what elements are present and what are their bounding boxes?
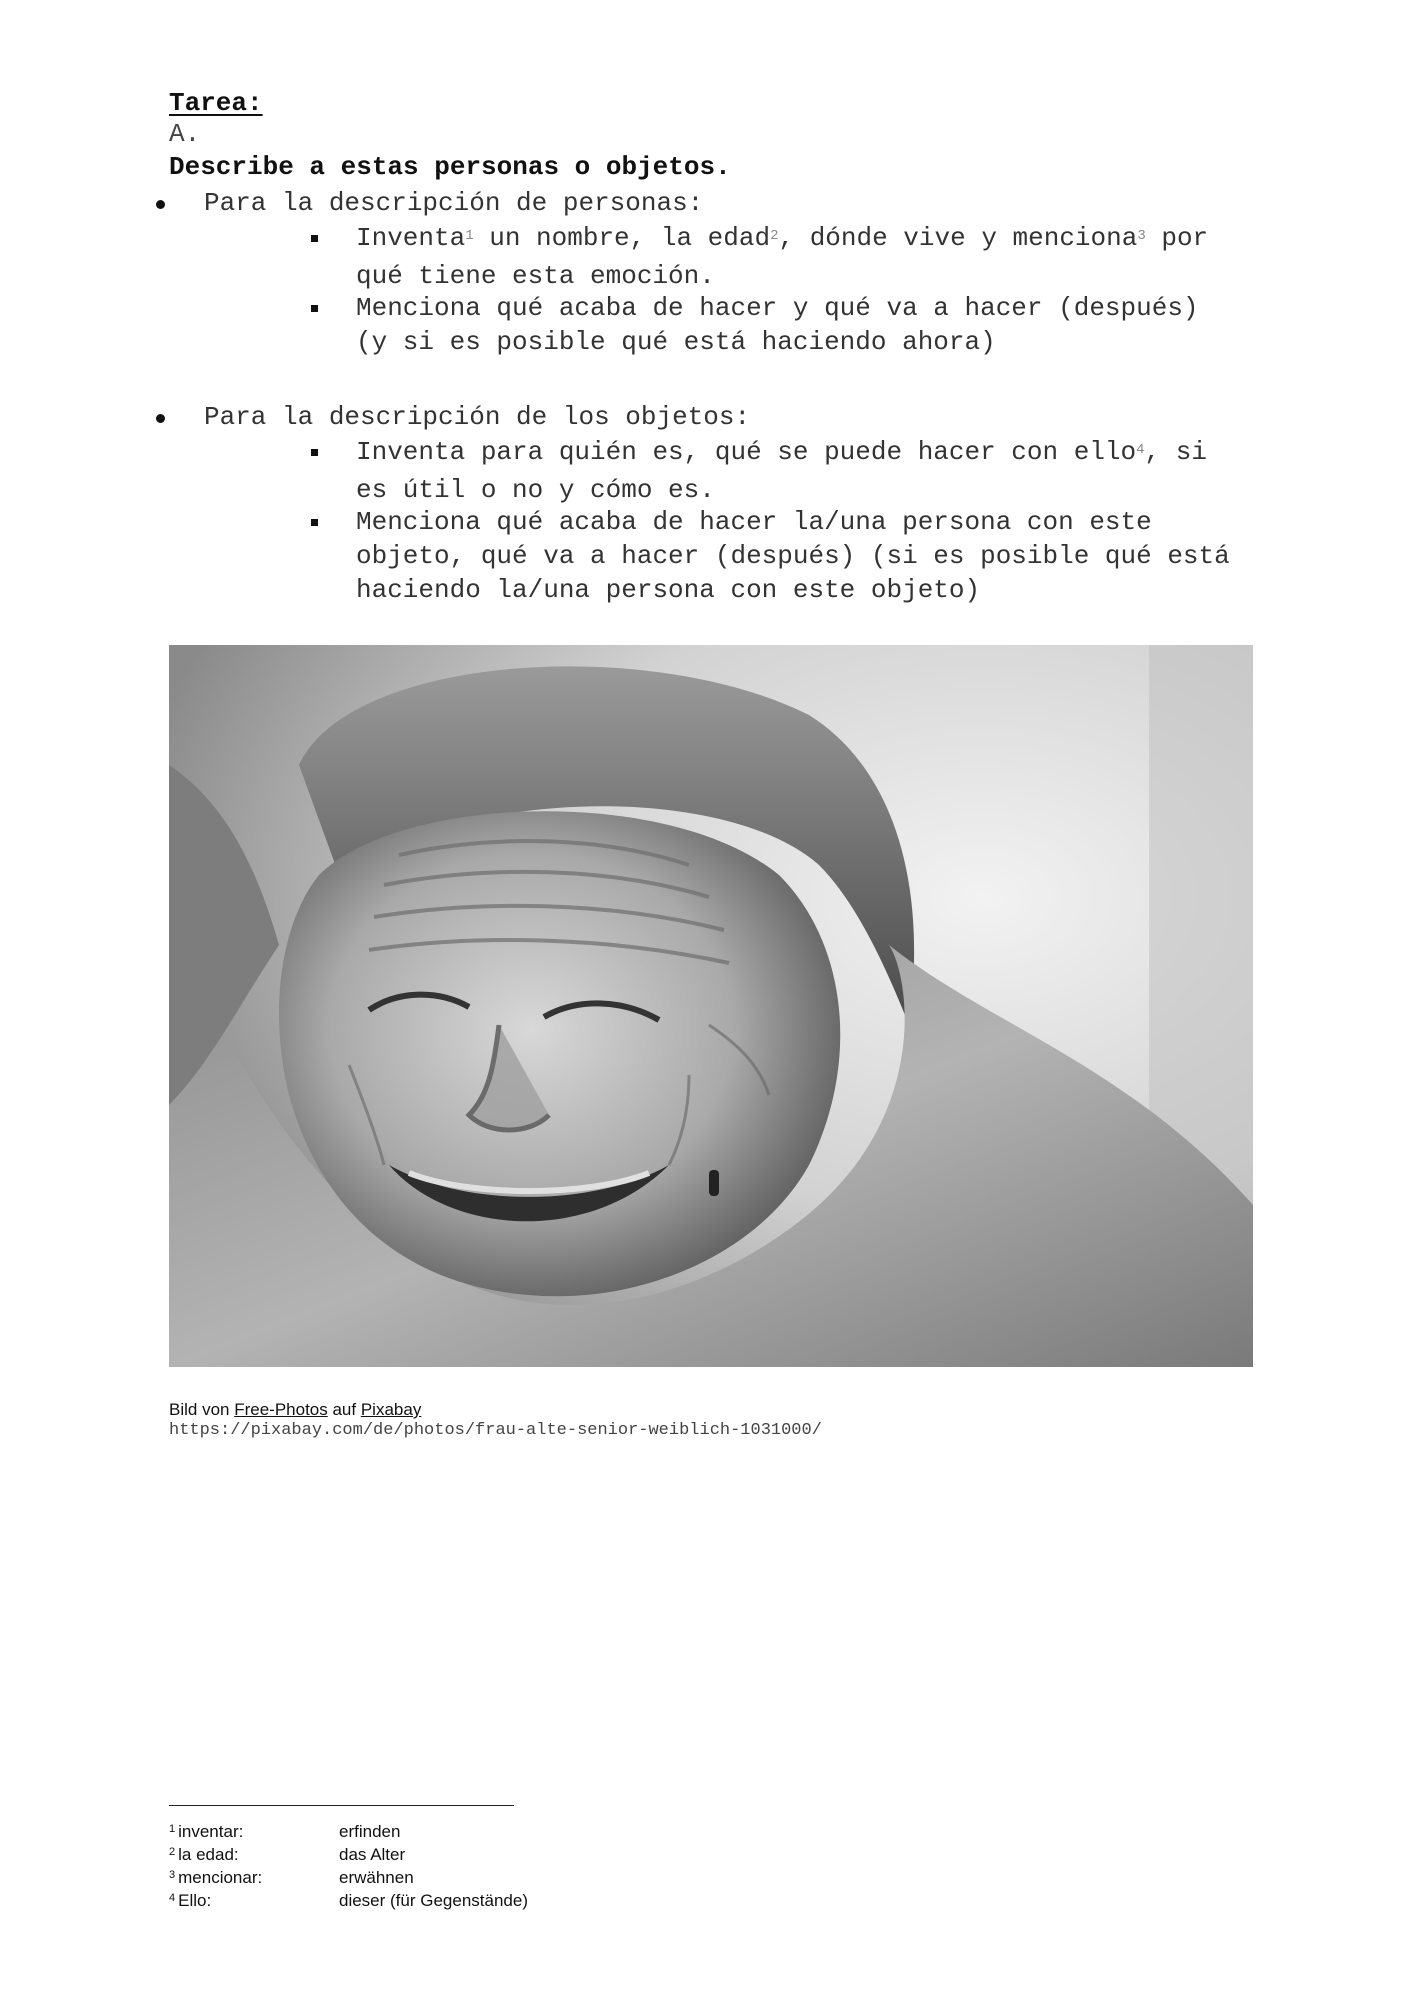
list-item: [311, 505, 1241, 607]
square-bullet-icon: [311, 519, 318, 526]
term-text: Ello:: [178, 1891, 212, 1910]
photo-credit: [169, 1399, 421, 1421]
term-text: la edad:: [178, 1845, 239, 1864]
footnote-term: [169, 1889, 211, 1915]
credit-text: Bild von: [169, 1400, 235, 1419]
footnote-ref: 2: [770, 228, 779, 244]
task-title: Tarea:: [169, 88, 263, 118]
text-fragment: Inventa: [356, 223, 466, 253]
bullet-label: Para la descripción de los objetos:: [204, 402, 751, 432]
list-item-text: [356, 221, 1236, 293]
list-item: [311, 291, 1241, 359]
credit-text: auf: [327, 1400, 361, 1419]
bullet-dot-icon: [156, 414, 165, 423]
author-link[interactable]: Free-Photos: [234, 1400, 328, 1419]
footnote-number: 3: [169, 1869, 176, 1881]
footnote-definition: das Alter: [339, 1845, 406, 1864]
list-item: [311, 221, 1241, 289]
text-fragment: , si es útil o no y cómo es.: [356, 437, 1207, 505]
footnote-divider: [169, 1805, 514, 1806]
footnote-definition: erwähnen: [339, 1868, 414, 1887]
photo-source-url: https://pixabay.com/de/photos/frau-alte-senior-weiblich-1031000/: [169, 1421, 822, 1440]
square-bullet-icon: [311, 235, 318, 242]
footnote-definition: erfinden: [339, 1822, 401, 1841]
text-fragment: Inventa para quién es, qué se puede hacer con ello: [356, 437, 1137, 467]
list-item-text: Menciona qué acaba de hacer la/una persona con este objeto, qué va a hacer (después) (si es posible qué está haciendo la/una persona con este objeto): [356, 507, 1230, 605]
list-item: [311, 435, 1241, 503]
square-bullet-icon: [311, 449, 318, 456]
portrait-photo: [169, 645, 1253, 1367]
section-letter: A.: [169, 119, 201, 149]
list-item-text: [356, 435, 1236, 507]
term-text: inventar:: [178, 1822, 244, 1841]
text-fragment: , dónde vive y menciona: [778, 223, 1138, 253]
footnote-number: 2: [169, 1846, 176, 1858]
text-fragment: un nombre, la edad: [473, 223, 771, 253]
list-item-text: Menciona qué acaba de hacer y qué va a hacer (después) (y si es posible qué está haciendo ahora): [356, 293, 1199, 357]
text-fragment: por qué tiene esta emoción.: [356, 223, 1209, 291]
pixabay-link[interactable]: Pixabay: [360, 1400, 422, 1419]
footnote-ref: 3: [1137, 228, 1146, 244]
footnote-number: 1: [169, 1823, 176, 1835]
term-text: mencionar:: [178, 1868, 263, 1887]
footnote-definition: dieser (für Gegenstände): [339, 1891, 528, 1910]
bullet-label: Para la descripción de personas:: [204, 188, 704, 218]
square-bullet-icon: [311, 305, 318, 312]
task-instruction: Describe a estas personas o objetos.: [169, 152, 731, 182]
footnote-ref: 4: [1136, 442, 1145, 458]
footnote-ref: 1: [465, 228, 474, 244]
portrait-illustration: [169, 645, 1253, 1367]
bullet-dot-icon: [156, 200, 165, 209]
footnote-number: 4: [169, 1892, 176, 1904]
